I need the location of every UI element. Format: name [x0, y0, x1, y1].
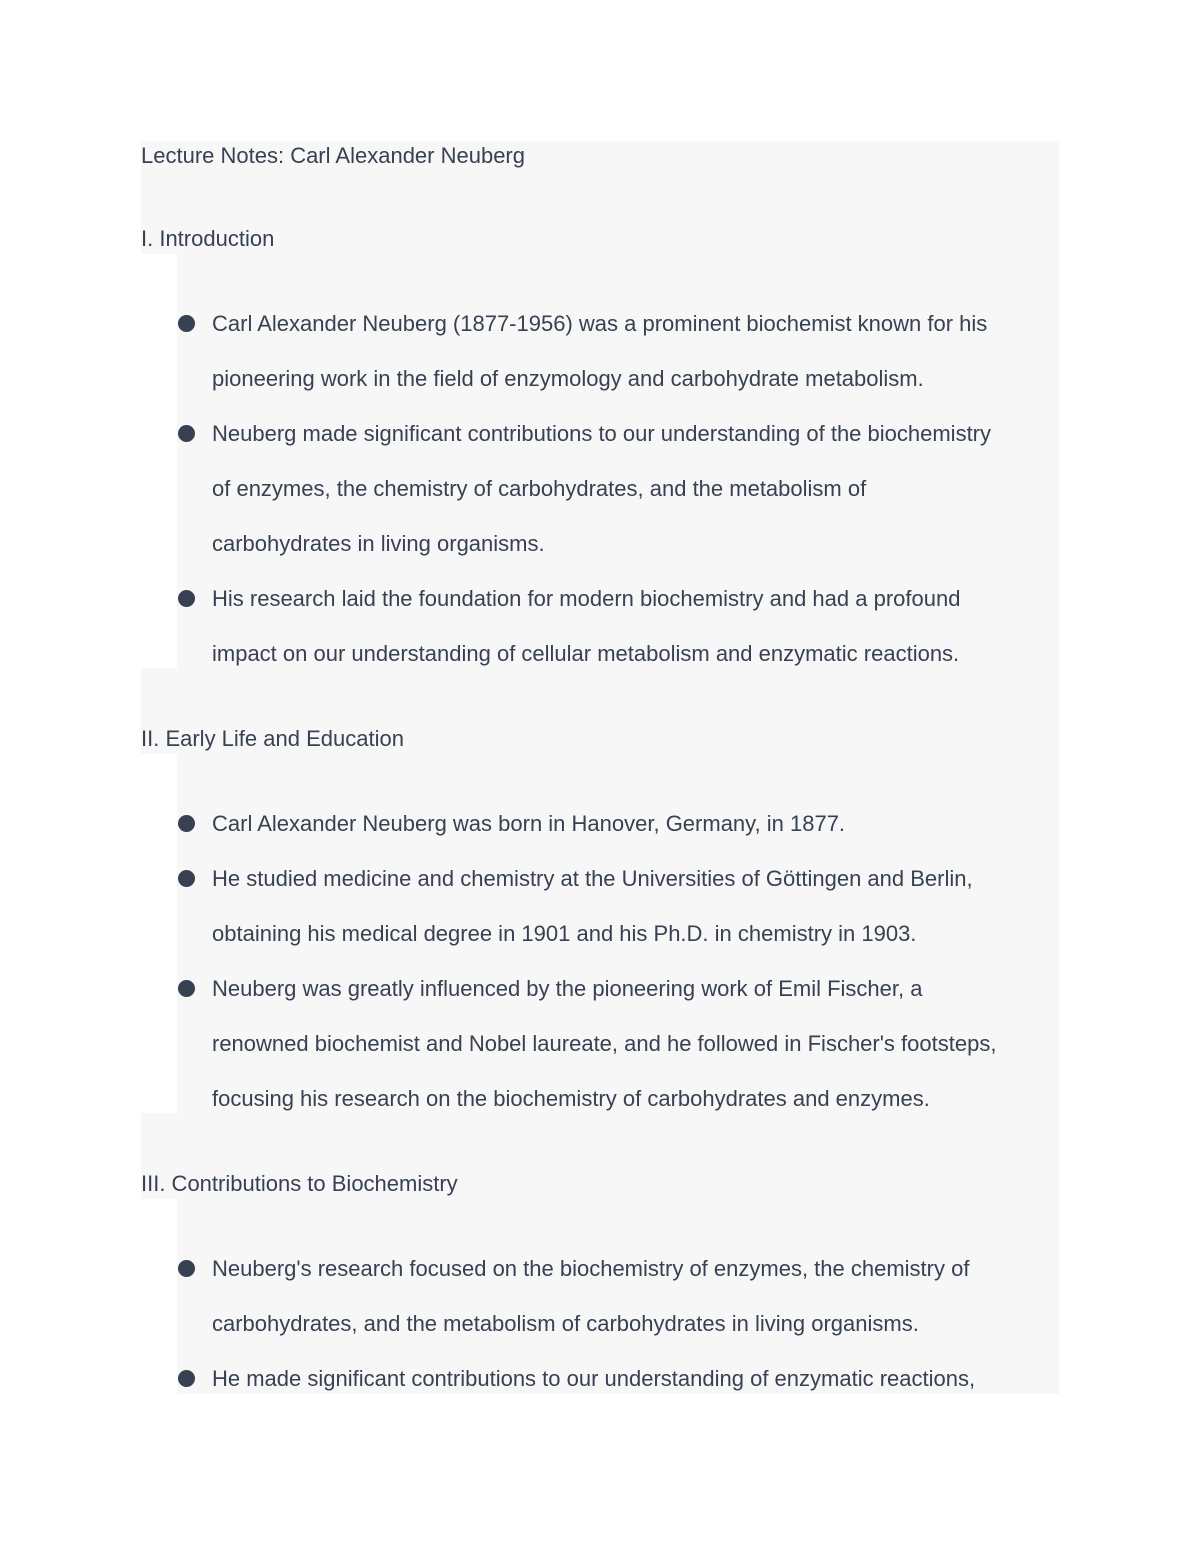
list-item [212, 851, 1062, 961]
section-heading: III. Contributions to Biochemistry [141, 1171, 458, 1196]
list-item-line: He studied medicine and chemistry at the Universities of Göttingen and Berlin, [212, 866, 973, 891]
list-item [212, 571, 1062, 681]
document-title: Lecture Notes: Carl Alexander Neuberg [141, 143, 525, 168]
list-item-line: Neuberg was greatly influenced by the pioneering work of Emil Fischer, a [212, 976, 923, 1001]
bullet-icon [178, 425, 195, 442]
list-item-line: Carl Alexander Neuberg (1877-1956) was a prominent biochemist known for his [212, 311, 988, 336]
list-item-line: focusing his research on the biochemistry of carbohydrates and enzymes. [212, 1086, 930, 1111]
list-item-line: renowned biochemist and Nobel laureate, and he followed in Fischer's footsteps, [212, 1031, 997, 1056]
list-item [212, 961, 1062, 1126]
list-item [212, 796, 1062, 851]
bullet-icon [178, 1370, 195, 1387]
bullet-icon [178, 315, 195, 332]
list-item [212, 1241, 1062, 1351]
list-item-line: carbohydrates, and the metabolism of carbohydrates in living organisms. [212, 1311, 919, 1336]
list-item-line: of enzymes, the chemistry of carbohydrates, and the metabolism of [212, 476, 867, 501]
section-heading: I. Introduction [141, 226, 275, 251]
bullet-icon [178, 1260, 195, 1277]
list-item-line: His research laid the foundation for modern biochemistry and had a profound [212, 586, 961, 611]
list-item-line: Neuberg made significant contributions to our understanding of the biochemistry [212, 421, 992, 446]
list-item-line: impact on our understanding of cellular metabolism and enzymatic reactions. [212, 641, 960, 666]
bullet-icon [178, 980, 195, 997]
list-item [212, 296, 1062, 406]
list-item-line: Neuberg's research focused on the biochemistry of enzymes, the chemistry of [212, 1256, 970, 1281]
bullet-icon [178, 870, 195, 887]
bullet-icon [178, 815, 195, 832]
list-item [212, 406, 1062, 571]
list-item-line: pioneering work in the field of enzymology and carbohydrate metabolism. [212, 366, 924, 391]
list-item [212, 1351, 1062, 1406]
list-item-line: He made significant contributions to our understanding of enzymatic reactions, [212, 1366, 976, 1391]
list-item-line: Carl Alexander Neuberg was born in Hanover, Germany, in 1877. [212, 811, 846, 836]
section-heading: II. Early Life and Education [141, 726, 404, 751]
list-item-line: obtaining his medical degree in 1901 and his Ph.D. in chemistry in 1903. [212, 921, 917, 946]
list-item-line: carbohydrates in living organisms. [212, 531, 545, 556]
bullet-icon [178, 590, 195, 607]
